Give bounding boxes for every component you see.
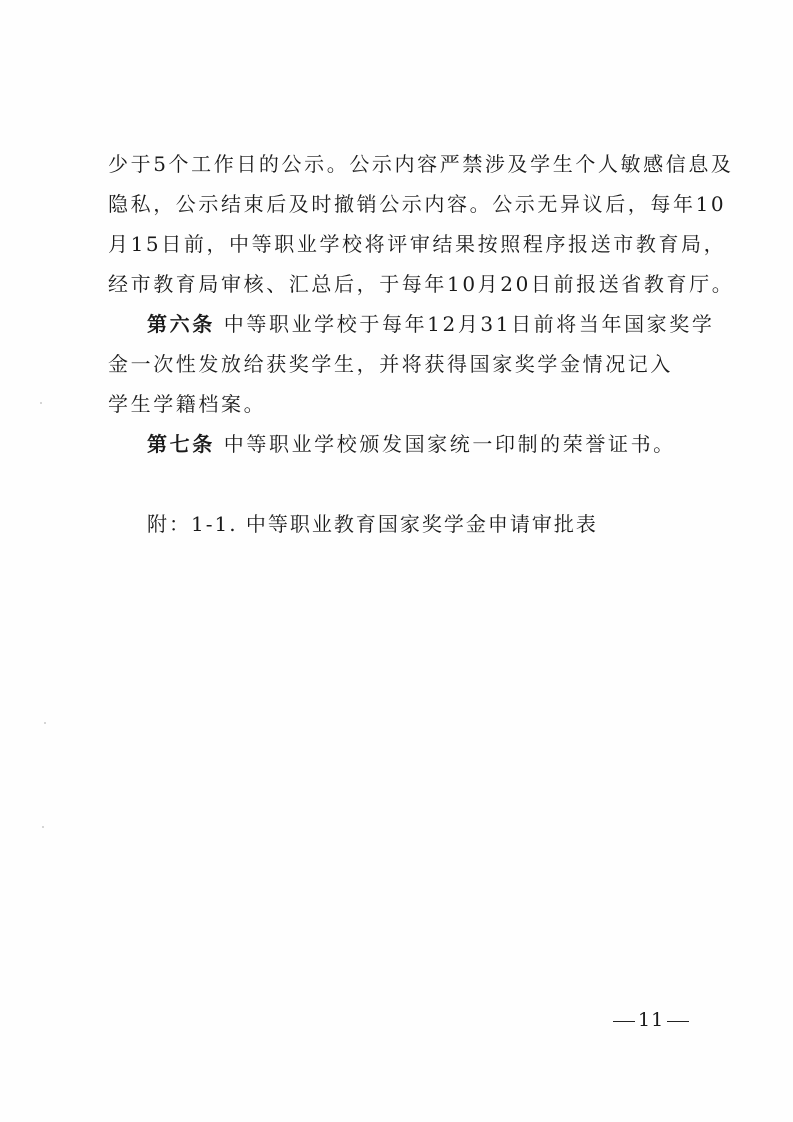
scan-speck	[44, 722, 46, 724]
article-6-line-3: 学生学籍档案。	[108, 392, 267, 416]
article-7-line	[147, 431, 676, 457]
article-7-heading: 第七条	[147, 432, 215, 456]
article-6-line-1	[147, 311, 714, 337]
scan-speck	[42, 826, 44, 828]
attachment-label: 附：	[147, 512, 191, 536]
paragraph-line-4: 经市教育局审核、汇总后，于每年10月20日前报送省教育厅。	[108, 272, 735, 296]
page-number-left-dash	[613, 1021, 635, 1022]
article-6-line-2: 金一次性发放给获奖学生，并将获得国家奖学金情况记入	[108, 352, 673, 376]
article-7-text: 中等职业学校颁发国家统一印制的荣誉证书。	[223, 432, 676, 456]
page-number	[610, 1009, 692, 1031]
article-6-heading: 第六条	[147, 312, 215, 336]
article-6-text-1: 中等职业学校于每年12月31日前将当年国家奖学	[223, 312, 715, 336]
paragraph-line-3: 月15日前，中等职业学校将评审结果按照程序报送市教育局，	[108, 232, 727, 256]
page-number-right-dash	[667, 1021, 689, 1022]
paragraph-line-2: 隐私，公示结束后及时撤销公示内容。公示无异议后，每年10	[108, 192, 727, 216]
scan-speck	[40, 402, 42, 404]
attachment-text: 1-1. 中等职业教育国家奖学金申请审批表	[191, 512, 598, 536]
paragraph-line-1: 少于5个工作日的公示。公示内容严禁涉及学生个人敏感信息及	[108, 152, 734, 176]
page-number-value: 11	[638, 1009, 665, 1031]
attachment-line	[147, 511, 598, 537]
